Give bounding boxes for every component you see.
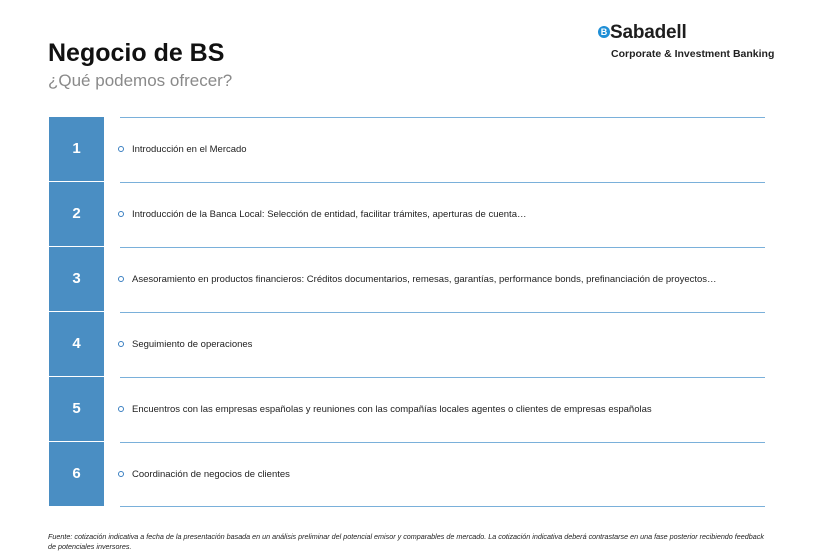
sabadell-logo: [598, 22, 775, 64]
divider: [120, 247, 765, 248]
divider: [120, 117, 765, 118]
item-number-box: 6: [49, 442, 104, 506]
divider: [120, 442, 765, 443]
divider: [120, 506, 765, 507]
bullet-icon: [118, 211, 124, 217]
page-title: Negocio de BS: [48, 39, 225, 67]
item-text: Encuentros con las empresas españolas y reuniones con las compañías locales agentes o clientes de empresas españolas: [132, 404, 652, 415]
bullet-icon: [118, 146, 124, 152]
item-number-box: 3: [49, 247, 104, 311]
item-text: Coordinación de negocios de clientes: [132, 469, 290, 480]
item-text: Introducción de la Banca Local: Selección de entidad, facilitar trámites, aperturas de cuenta…: [132, 209, 527, 220]
services-list: [49, 117, 765, 507]
list-item: [49, 442, 765, 507]
divider: [120, 182, 765, 183]
logo-tagline: Corporate & Investment Banking: [611, 48, 775, 60]
logo-mark-icon: B: [598, 26, 610, 38]
list-item: [49, 247, 765, 312]
list-item: [49, 117, 765, 182]
list-item: [49, 377, 765, 442]
page-subtitle: ¿Qué podemos ofrecer?: [48, 71, 233, 90]
list-item: [49, 312, 765, 377]
item-number-box: 2: [49, 182, 104, 246]
item-text: Introducción en el Mercado: [132, 144, 247, 155]
item-number-box: 5: [49, 377, 104, 441]
list-item: [49, 182, 765, 247]
item-number-box: 1: [49, 117, 104, 181]
item-text: Asesoramiento en productos financieros: Créditos documentarios, remesas, garantías, performance bonds, prefinanciación de proyectos…: [132, 274, 717, 285]
bullet-icon: [118, 276, 124, 282]
divider: [120, 312, 765, 313]
bullet-icon: [118, 406, 124, 412]
logo-name: Sabadell: [610, 22, 687, 43]
divider: [120, 377, 765, 378]
item-number-box: 4: [49, 312, 104, 376]
bullet-icon: [118, 341, 124, 347]
bullet-icon: [118, 471, 124, 477]
footnote: Fuente: cotización indicativa a fecha de la presentación basada en un análisis preliminar del potencial emisor y comparables de mercado. La cotización indicativa deberá contrastarse en una fase posterior recibiendo feedback de potenciales inversores.: [48, 532, 764, 551]
item-text: Seguimiento de operaciones: [132, 339, 253, 350]
